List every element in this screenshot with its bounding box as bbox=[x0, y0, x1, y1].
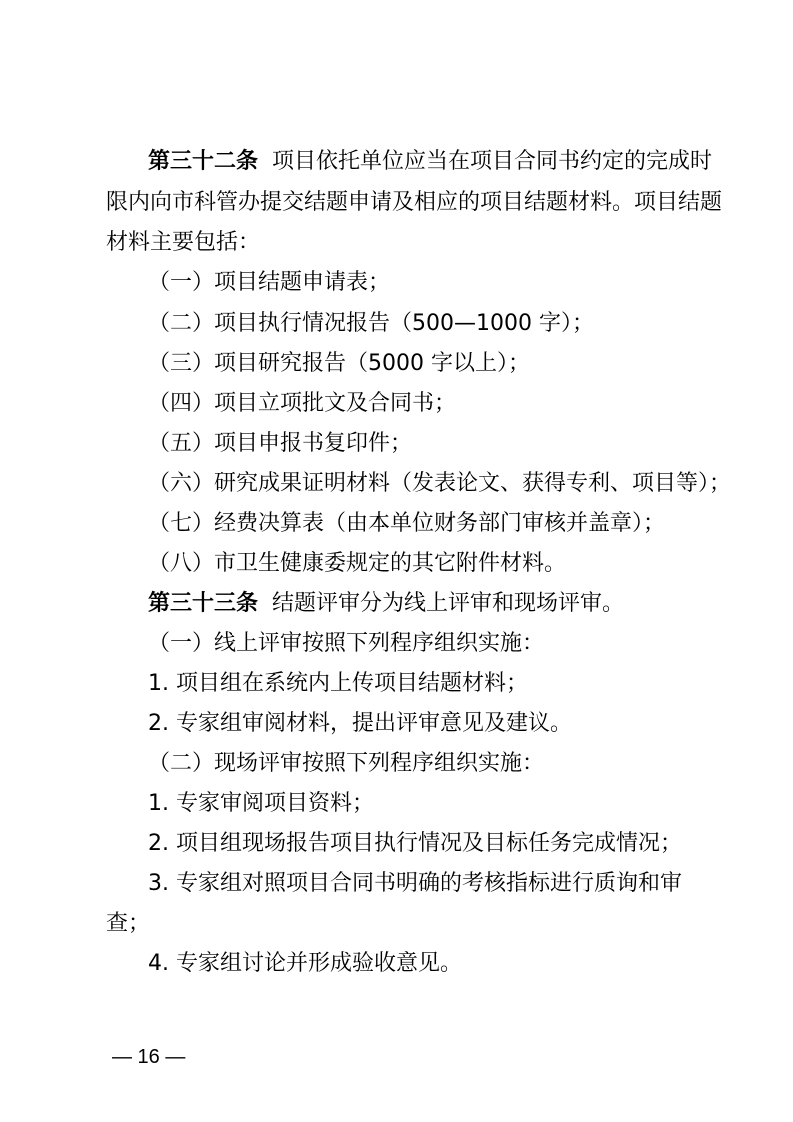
list-item: 2. 专家组审阅材料，提出评审意见及建议。 bbox=[148, 711, 572, 736]
list-item: （二）项目执行情况报告（500—1000 字）； bbox=[148, 311, 594, 336]
list-item-continuation: 查； bbox=[106, 911, 151, 936]
list-item: 2. 项目组现场报告项目执行情况及目标任务完成情况； bbox=[148, 831, 682, 856]
list-item: （一）项目结题申请表； bbox=[148, 270, 391, 295]
article-32-heading: 第三十二条 bbox=[148, 149, 259, 174]
list-item: 4. 专家组讨论并形成验收意见。 bbox=[148, 951, 462, 976]
online-review-title: （一）线上评审按照下列程序组织实施： bbox=[148, 631, 545, 656]
list-item: （四）项目立项批文及合同书； bbox=[148, 391, 457, 416]
onsite-review-title: （二）现场评审按照下列程序组织实施： bbox=[148, 751, 545, 776]
list-item: 1. 专家审阅项目资料； bbox=[148, 791, 374, 816]
list-item: 3. 专家组对照项目合同书明确的考核指标进行质询和审 bbox=[148, 871, 682, 896]
article-32-text-line-3: 材料主要包括： bbox=[106, 230, 261, 255]
article-33-text: 结题评审分为线上评审和现场评审。 bbox=[272, 591, 625, 616]
list-item: （五）项目申报书复印件； bbox=[148, 431, 413, 456]
article-32-first-line bbox=[148, 148, 713, 176]
list-item: 1. 项目组在系统内上传项目结题材料； bbox=[148, 671, 528, 696]
article-32-text-line-2: 限内向市科管办提交结题申请及相应的项目结题材料。项目结题 bbox=[106, 190, 723, 215]
article-33-line bbox=[148, 590, 708, 618]
list-item: （三）项目研究报告（5000 字以上）； bbox=[148, 351, 530, 376]
list-item: （六）研究成果证明材料（发表论文、获得专利、项目等）； bbox=[148, 471, 732, 496]
list-item: （八）市卫生健康委规定的其它附件材料。 bbox=[148, 551, 567, 576]
article-32-text-line-1: 项目依托单位应当在项目合同书约定的完成时 bbox=[272, 149, 713, 174]
article-33-heading: 第三十三条 bbox=[148, 591, 259, 616]
page-number: — 16 — bbox=[112, 1046, 186, 1068]
list-item: （七）经费决算表（由本单位财务部门审核并盖章）； bbox=[148, 511, 666, 536]
